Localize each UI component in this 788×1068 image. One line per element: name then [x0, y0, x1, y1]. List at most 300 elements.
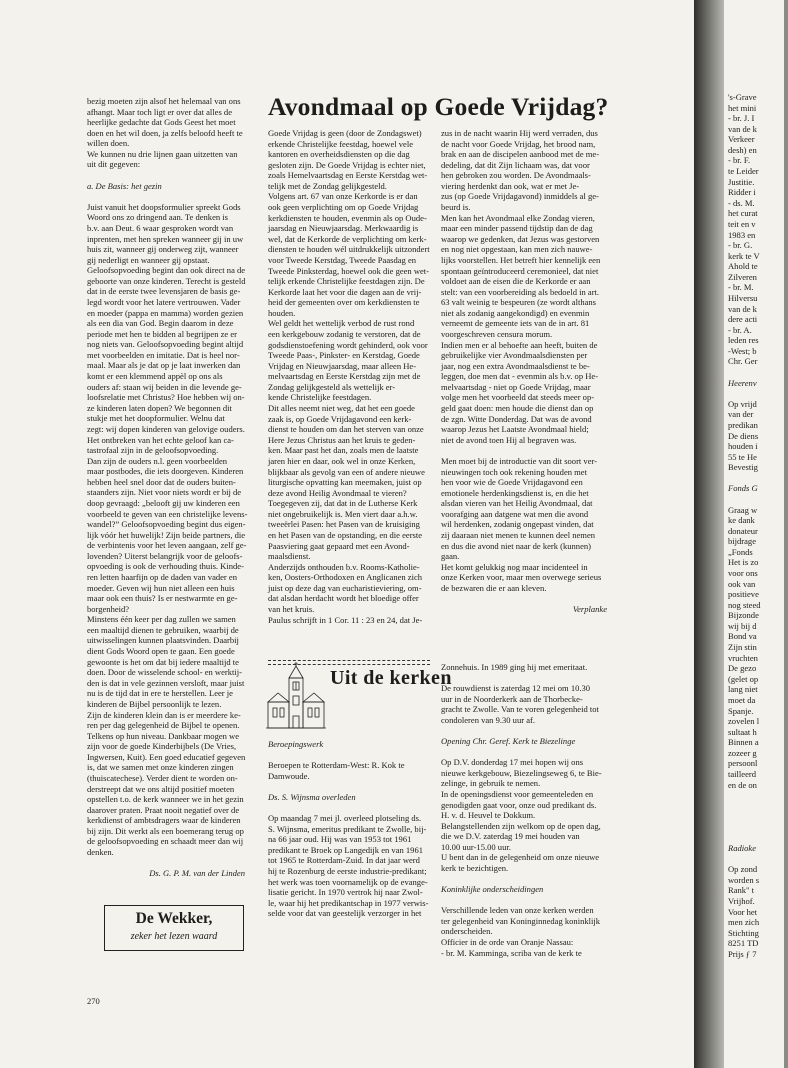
text-line: doop gevraagd: „belooft gij uw kinderen een: [87, 497, 240, 508]
text-line: ke dank: [728, 515, 755, 526]
text-line: derstreept dat we ons altijd positief moeten: [87, 783, 235, 794]
text-line: zegt: wij dopen kinderen van gelovige ouders.: [87, 423, 245, 434]
text-line: viering herdenkt dan ook, wat er met Je-: [441, 180, 580, 191]
text-line: houden i: [728, 441, 758, 452]
text-line: Damwoude.: [268, 770, 310, 781]
text-line: Toegegeven zij, dat dat in de Lutherse Kerk: [268, 498, 418, 509]
text-line: Kerkorde laat het voor die dagen aan de vrij-: [268, 286, 422, 297]
text-line: Ahold te: [728, 261, 758, 272]
text-line: uit dit gegeven:: [87, 159, 141, 170]
text-line: godsdienstoefening wordt gehinderd, ook voor: [268, 339, 428, 350]
text-line: Chr. Ger: [728, 356, 758, 367]
text-line: gaan.: [441, 551, 460, 562]
text-line: de geloofsopvoeding en schaadt meer dan wij: [87, 836, 244, 847]
text-line: lang niet: [728, 684, 758, 695]
subsection-heading: Ds. S. Wijnsma overleden: [268, 791, 356, 802]
blank-line: [728, 801, 788, 812]
text-line: blijkbaar als gevolg van een of andere nieuwe: [268, 466, 425, 477]
text-line: Prijs ƒ 7: [728, 948, 757, 959]
text-line: Zondag gelijkgesteld als wettelijk er-: [268, 381, 396, 392]
text-line: zaak is, op Goede Vrijdagavond een kerk-: [268, 413, 412, 424]
subsection-heading: Heerenv: [728, 377, 757, 388]
blank-line: [728, 473, 788, 484]
text-line: kerkdienst of ambtsdragers waar de kinderen: [87, 815, 241, 826]
text-line: ren letten haarfijn op de daden van vader en: [87, 572, 237, 583]
text-line: den is dat in vele gezinnen versloft, maar juist: [87, 677, 245, 688]
text-line: tot 1965 te Rotterdam-Zuid. In dat jaar werd: [268, 855, 420, 866]
text-line: de zgn. Witte Donderdag. Dat was de avond: [441, 413, 592, 424]
text-line: - br. G.: [728, 240, 753, 251]
text-line: heid der gemeenten over om kerkdiensten te: [268, 297, 420, 308]
text-line: Tweede Pinksterdag, hoewel ook die geen wet-: [268, 265, 430, 276]
text-line: geboorte van onze kinderen. Terecht is gesteld: [87, 275, 246, 286]
text-line: opvoeding is ook de verhouding thuis. Kinde-: [87, 561, 244, 572]
text-line: Here Jezus Christus aan het kruis te geden-: [268, 434, 416, 445]
text-line: en nog niet opgestaan, kan men zich nauwe-: [441, 244, 593, 255]
text-line: lijks voorstellen. Het betreft hier kennelijk een: [441, 254, 601, 265]
text-line: deze avond Heilig Avondmaal te vieren?: [268, 487, 407, 498]
text-line: Zonnehuis. In 1989 ging hij met emeritaat.: [441, 662, 588, 672]
text-line: een maaltijd dienen te gebruiken, waarbij de: [87, 624, 239, 635]
text-line: gesloten zijn. De Goede Vrijdag is echter niet,: [268, 159, 426, 170]
text-line: waarop we gedenken, dat Jezus was gestorven: [441, 233, 600, 244]
text-line: stelt: van een voorbereiding als bedoeld in art.: [441, 286, 600, 297]
text-line: voor Tweede Kerstdag, Tweede Paasdag en: [268, 254, 417, 265]
text-line: ken, Oosters-Orthodoxen en Anglicanen zich: [268, 572, 423, 583]
text-line: Officier in de orde van Oranje Nassau:: [441, 937, 574, 948]
text-line: Op zond: [728, 864, 758, 875]
text-line: 8251 TD: [728, 938, 759, 949]
blank-line: [441, 747, 607, 758]
text-line: wil herdenken, zodanig ongepast vinden, dat: [441, 519, 594, 530]
text-line: tweeërlei Pasen: het Pasen van de kruisiging: [268, 519, 420, 530]
text-line: wel, dat de Kerkorde de verplichting om kerk-: [268, 233, 427, 244]
text-line: een kerkgebouw zodanig te verstoren, dat de: [268, 328, 421, 339]
text-line: le, waar hij het predikantschap in 1977 verwis-: [268, 897, 429, 908]
text-line: uur in de Noorderkerk aan de Thorbecke-: [441, 693, 583, 704]
text-line: emotionele herdenkingsdienst is, en die het: [441, 487, 589, 498]
text-line: borgenheid?: [87, 603, 130, 614]
article-column-2-text: [441, 128, 607, 593]
text-line: Verschillende leden van onze kerken werden: [441, 905, 594, 916]
text-line: ook geen verplichting om op Goede Vrijdag: [268, 202, 419, 213]
text-line: onderscheiden.: [441, 926, 493, 937]
blank-line: [441, 445, 607, 456]
text-line: - br. J. I: [728, 113, 755, 124]
text-line: van de k: [728, 303, 757, 314]
text-line: Bevestig: [728, 462, 758, 473]
text-line: De gezo: [728, 663, 757, 674]
text-line: de nacht voor Goede Vrijdag, het brood nam,: [441, 138, 596, 149]
text-line: telijk met de Zondag gelijkgesteld.: [268, 180, 387, 191]
text-line: kerk te bezichtigen.: [441, 862, 509, 873]
text-line: melvaartsdag - niet op Goede Vrijdag, maar: [441, 381, 591, 392]
text-line: hen gebroken zou worden. De Avondmaals-: [441, 170, 591, 181]
text-line: nieuwingen toch ook rekening houden met: [441, 466, 587, 477]
text-line: Volgens art. 67 van onze Kerkorde is er dan: [268, 191, 418, 202]
text-line: 's-Grave: [728, 92, 757, 102]
text-line: wandel?” Geloofsopvoeding begint dus eigen-: [87, 519, 246, 530]
text-line: daarover praten. Praat nooit negatief over de: [87, 804, 240, 815]
text-line: Telkens op hun niveau. Dankbaar mogen we: [87, 730, 240, 741]
text-line: persoonl: [728, 758, 758, 769]
text-line: In de openingsdienst voor gemeenteleden en: [441, 788, 594, 799]
text-line: niet de avond toen Hij al begraven was.: [441, 434, 577, 445]
text-line: kinderen de Bijbel persoonlijk te lezen.: [87, 698, 222, 709]
text-line: van der: [728, 409, 754, 420]
text-line: maalsdienst.: [268, 551, 311, 562]
text-line: 10.00 uur-15.00 uur.: [441, 841, 511, 852]
text-line: niet ongebruikelijk is. Men viert daar a.h.w.: [268, 508, 418, 519]
text-line: teit en v: [728, 218, 756, 229]
section-title: Uit de kerken: [330, 667, 452, 689]
subsection-heading: Koninklijke onderscheidingen: [441, 884, 544, 895]
text-line: dedeling, dat dit Zijn lichaam was, dat voor: [441, 159, 590, 170]
article-title: Avondmaal op Goede Vrijdag?: [268, 92, 609, 121]
blank-line: [268, 781, 434, 792]
text-line: De rouwdienst is zaterdag 12 mei om 10.30: [441, 683, 591, 694]
text-line: het mini: [728, 102, 757, 113]
ad-subtitle: zeker het lezen waard: [130, 931, 218, 942]
blank-line: [728, 822, 788, 833]
text-line: Paulus schrijft in 1 Cor. 11 : 23 en 24, dat Je-: [268, 614, 423, 625]
text-line: Graag w: [728, 504, 758, 515]
text-line: doen en het wil doen, ja zelfs beloofd heeft te: [87, 127, 243, 138]
text-line: 55 te He: [728, 451, 757, 462]
text-line: te Leider: [728, 166, 759, 177]
text-line: Men kan het Avondmaal elke Zondag vieren,: [441, 212, 595, 223]
article-column-2: [441, 128, 607, 615]
text-line: wij bij d: [728, 620, 757, 631]
text-line: verneemt de gemeente iets van de in art. 81: [441, 318, 590, 329]
text-line: zozeer g: [728, 747, 757, 758]
text-line: en de on: [728, 779, 757, 790]
text-line: houden.: [268, 307, 296, 318]
text-line: ze kinderen laten dopen? We begonnen dit: [87, 402, 232, 413]
text-line: stukje met het doopformulier. Welnu dat: [87, 413, 225, 424]
text-line: Ingwersen, Kuit). Een goed educatief gegeven: [87, 751, 246, 762]
text-line: ter gelegenheid van Koninginnedag koninklijk: [441, 915, 601, 926]
text-line: lisatie gericht. In 1970 vertrok hij naar Zwol-: [268, 887, 423, 898]
text-line: voor ons: [728, 568, 758, 579]
text-line: maar postbodes, die iets doorgeven. Kinderen: [87, 466, 244, 477]
blank-line: [728, 367, 788, 378]
text-line: de verbintenis voor het leven aangaan, zelf ge-: [87, 540, 247, 551]
text-line: lijk vóór het huwelijk! Zijn beide partners, die: [87, 529, 246, 540]
text-line: (gelet op: [728, 673, 759, 684]
text-line: positieve: [728, 589, 759, 600]
text-line: inprenten, met hen spreken wanneer gij in uw: [87, 233, 244, 244]
book-gutter: [694, 0, 724, 1068]
text-line: Ridder i: [728, 187, 756, 198]
text-line: leden res: [728, 335, 759, 346]
text-line: tailleerd: [728, 769, 756, 779]
text-line: vruchten: [728, 652, 758, 663]
text-line: Dit alles neemt niet weg, dat het een goede: [268, 403, 415, 414]
text-line: Minstens één keer per dag zullen we samen: [87, 614, 236, 625]
text-line: Rank" t: [728, 885, 755, 896]
church-news-column-2: [441, 662, 607, 958]
text-line: desh) en: [728, 144, 757, 155]
text-line: leggen, doe men dat - evenmin als b.v. op He-: [441, 371, 599, 382]
text-line: - br. M. Kamminga, scriba van de kerk te: [441, 947, 582, 958]
text-line: voorbeeld te geven van een christelijke levens-: [87, 508, 248, 519]
blank-line: [441, 673, 607, 684]
subsection-heading: Fonds G: [728, 483, 758, 494]
text-line: Het ontbreken van het echte geloof kan ca-: [87, 434, 234, 445]
text-line: (thuiscatechese). Verder dient te worden on-: [87, 773, 238, 783]
text-line: Vrijdag en Nieuwjaarsdag, maar alleen He-: [268, 360, 417, 371]
text-line: diensten te houden wél uitdrukkelijk uitzondert: [268, 244, 430, 255]
text-line: Bond va: [728, 631, 757, 642]
text-line: volge men het voorbeeld dat steeds meer op-: [441, 392, 595, 403]
section-heading: a. De Basis: het gezin: [87, 180, 162, 191]
text-line: nu is de tijd dat in ere te herstellen. Leer je: [87, 688, 233, 699]
text-line: bijdrage: [728, 536, 757, 547]
blank-line: [728, 832, 788, 843]
text-line: en het Pasen van de opstanding, en die eerste: [268, 529, 423, 540]
text-line: maar ook een thuis? Is er nestwarmte en ge-: [87, 593, 238, 604]
text-line: Op maandag 7 mei jl. overleed plotseling ds.: [268, 813, 422, 824]
text-line: het werk was toen voornamelijk op de evange-: [268, 876, 428, 887]
text-line: uitwisselingen kunnen plaatsvinden. Daarbij: [87, 635, 239, 646]
blank-line: [728, 854, 788, 865]
text-line: dienst te houden om dan het sterven van onze: [268, 424, 424, 435]
text-line: 63 valt weinig te bespeuren (ze wordt althans: [441, 297, 596, 308]
text-line: spontaan geïntroduceerd ceremonieel, dat niet: [441, 265, 599, 276]
blank-line: [268, 802, 434, 813]
text-line: lovenden? Uiterst belangrijk voor de geloofs-: [87, 550, 243, 561]
section-divider: [268, 660, 430, 661]
text-line: is, dat we samen met onze kinderen zingen: [87, 762, 234, 773]
text-line: dat alsdan herdacht wordt het bloedige offer: [268, 593, 419, 604]
text-line: 1983 en: [728, 229, 756, 240]
text-line: hen voor wie de Goede Vrijdagavond een: [441, 477, 583, 488]
text-line: genodigden gaat voor, onze oud predikant ds.: [441, 799, 597, 810]
text-line: ouders af: staan wij beiden in die levende ge-: [87, 381, 242, 392]
text-line: nog steed: [728, 599, 761, 610]
blank-line: [441, 874, 607, 885]
text-line: periode met hen te bidden al begrijpen ze er: [87, 328, 237, 339]
text-line: Woord ons zo dringend aan. Te denken is: [87, 212, 228, 223]
next-page-column: [728, 92, 788, 959]
body-text: [87, 201, 248, 858]
blank-line: [441, 895, 607, 906]
text-line: maal. Maar als je dat op je laat inwerken dan: [87, 360, 241, 371]
text-line: H. v. d. Heuvel te Dokkum.: [441, 810, 536, 821]
subsection-heading: Radioke: [728, 843, 757, 854]
text-line: van het kruis.: [268, 604, 315, 615]
text-line: afhangt. Maar toch ligt er over dat alles de: [87, 106, 233, 117]
text-line: Stichting: [728, 927, 759, 938]
text-line: gij nederligt en wanneer gij opstaat.: [87, 254, 210, 265]
text-line: telijk erkende Christelijke feestdagen zijn. De: [268, 276, 425, 287]
text-line: komt er een klemmend appèl op ons als: [87, 371, 223, 382]
text-line: voorgeschreven censura morum.: [441, 328, 553, 339]
text-line: jaar, nog een extra Avondmaalsdienst te be-: [441, 360, 590, 371]
text-line: Het is zo: [728, 557, 759, 568]
text-line: zus in de nacht waarin Hij werd verraden, dus: [441, 128, 598, 138]
text-line: Paasviering gaat gepaard met een Avond-: [268, 540, 410, 551]
text-line: S. Wijnsma, emeritus predikant te Zwolle, bij-: [268, 823, 427, 834]
text-line: doen. Door de wisselende school- en werktij-: [87, 667, 242, 678]
blank-line: [728, 494, 788, 505]
text-line: Geloofsopvoeding begint dan ook direct na de: [87, 265, 246, 276]
text-line: - br. A.: [728, 324, 752, 335]
text-line: -West; b: [728, 345, 757, 356]
text-line: brak en aan de discipelen aanbood met de me-: [441, 149, 600, 160]
text-line: bij zijn. Dit werkt als een boemerang terug op: [87, 825, 244, 836]
text-line: melvaartsdag en Eerste Kerstdag zijn met de: [268, 371, 421, 382]
text-line: na 66 jaar oud. Hij was van 1953 tot 1961: [268, 834, 412, 845]
text-line: Vrijhof.: [728, 895, 755, 906]
text-line: zoals Hemelvaartsdag en Eerste Kerstdag wet-: [268, 170, 428, 181]
text-line: dere acti: [728, 314, 758, 325]
text-line: niet als zodanig aangekondigd) en evenmin: [441, 307, 590, 318]
text-line: loofsrelatie met Christus? Hoe hebben wij on-: [87, 392, 245, 403]
text-line: kantoren en overheidsdiensten op die dag: [268, 149, 410, 160]
text-line: gebruikelijke vier Avondmaalsdiensten per: [441, 350, 588, 361]
text-line: - br. F.: [728, 155, 751, 166]
text-line: ren per dag gelegenheid de Bijbel te openen.: [87, 720, 240, 731]
text-line: tastrofaal zijn in de geloofsopvoeding.: [87, 445, 219, 456]
text-line: men zich: [728, 917, 760, 928]
subsection-heading: Opening Chr. Geref. Kerk te Biezelinge: [441, 736, 576, 747]
text-line: onze Kerken voor, maar men overwege serieus: [441, 572, 602, 583]
text-line: U bent dan in de gelegenheid om onze nieuwe: [441, 852, 600, 863]
text-line: Dan zijn de ouders n.l. geen voorbeelden: [87, 455, 228, 466]
text-line: met voorbeelden en imitatie. Dat is heel nor-: [87, 349, 240, 360]
text-line: waarop Jezus het Laatste Avondmaal hield;: [441, 424, 589, 435]
text-line: Het komt gelukkig nog maar incidenteel in: [441, 561, 588, 572]
text-line: voorafging aan datgene wat men die avond: [441, 508, 589, 519]
text-line: b.v. aan Deut. 6 waar gesproken wordt van: [87, 222, 234, 233]
text-line: bezig moeten zijn alsof het helemaal van ons: [87, 96, 241, 106]
text-line: kerk te V: [728, 250, 760, 261]
text-line: voldoet aan de eisen die de Kerkorde er aan: [441, 276, 591, 287]
text-line: van de k: [728, 123, 757, 134]
text-line: zovelen l: [728, 716, 760, 727]
text-line: denken.: [87, 847, 114, 858]
text-line: predikant te Broek op Langedijk en van 1961: [268, 844, 423, 855]
text-line: Tweede Paas-, Pinkster- en Kerstdag, Goede: [268, 350, 420, 361]
text-line: Hilversu: [728, 292, 758, 303]
text-line: legd wordt voor het latere vertrouwen. Vader: [87, 296, 241, 307]
text-line: Op D.V. donderdag 17 mei hopen wij ons: [441, 757, 584, 768]
text-line: liturgische opvatting kan meemaken, juist op: [268, 477, 422, 488]
ad-title: De Wekker,: [135, 910, 213, 927]
text-line: Zijn de kinderen klein dan is er meerdere ke-: [87, 709, 241, 720]
text-line: jaarsdag en Nieuwjaarsdag. Merkwaardig is: [268, 223, 419, 234]
text-line: en moeder (pappa en mamma) worden gezien: [87, 307, 244, 318]
blank-line: [728, 790, 788, 801]
text-line: Binnen a: [728, 737, 759, 748]
text-line: We kunnen nu drie lijnen gaan uitzetten van: [87, 148, 238, 159]
text-line: gracht te Zwolle. Van te voren gelegenheid tot: [441, 704, 599, 715]
text-line: heerlijke gedachte dat Gods Geest het moet: [87, 117, 236, 128]
author-signature: Ds. G. P. M. van der Linden: [149, 868, 245, 879]
text-line: moeder. Geven wij hun niet alleen een huis: [87, 582, 235, 593]
text-line: beurd is.: [441, 202, 471, 213]
text-line: huis zit, wanneer gij onderweg zijt, wanneer: [87, 244, 239, 255]
church-icon: [266, 662, 326, 730]
text-line: Beroepen te Rotterdam-West: R. Kok te: [268, 760, 405, 771]
blank-line: [728, 388, 788, 399]
text-line: zij daaraan niet menen te kunnen deel nemen: [441, 529, 596, 540]
text-line: geld gaat doen: men houde die dienst dan op: [441, 403, 594, 414]
text-line: staanders zijn. Niet voor niets wordt er bij de: [87, 487, 242, 498]
text-line: condoleren van 9.30 uur af.: [441, 714, 535, 725]
text-line: erkende Christelijke feestdag, hoewel vele: [268, 138, 414, 149]
text-line: alsdan vieren van het Heilig Avondmaal, dat: [441, 498, 593, 509]
text-line: Zilveren: [728, 271, 757, 282]
page-number: 270: [87, 996, 100, 1006]
text-line: het curat: [728, 208, 758, 219]
text-line: worden s: [728, 874, 760, 885]
text-line: Wel geldt het wettelijk verbod de rust rond: [268, 318, 415, 329]
blank-line: [728, 811, 788, 822]
text-line: moet da: [728, 694, 756, 705]
text-line: zijn voor de goede Kinderbijbels (De Vries,: [87, 741, 237, 752]
text-line: gewoonte is het om dat bij iedere maaltijd te: [87, 656, 239, 667]
text-line: en dus die avond niet naar de kerk (kunnen): [441, 540, 591, 551]
subsection-heading: Beroepingswerk: [268, 739, 324, 749]
text-line: zus (op Goede Vrijdagavond) inmiddels al ge-: [441, 191, 599, 202]
text-line: Op vrijd: [728, 398, 757, 409]
intro-text: [87, 96, 245, 170]
text-line: sultaat h: [728, 726, 757, 737]
text-line: Verkeer: [728, 134, 755, 145]
text-line: nog niets van. Geloofsopvoeding begint altijd: [87, 339, 244, 350]
text-line: donateur: [728, 525, 758, 536]
text-line: Juist vanuit het doopsformulier spreekt Gods: [87, 201, 241, 212]
text-line: selde voor dat van geestelijk verzorger in het: [268, 908, 422, 919]
text-line: kende Christelijke feestdagen.: [268, 392, 372, 403]
text-line: Indien men er al behoefte aan heeft, buiten de: [441, 339, 598, 350]
text-line: de bezwaren die er aan kleven.: [441, 582, 547, 593]
text-line: ook van: [728, 578, 756, 589]
article-column-1: [268, 128, 432, 625]
text-line: maar een minder passend tijdstip dan de dag: [441, 223, 593, 234]
text-line: - br. M.: [728, 282, 754, 293]
next-page-edge: [724, 0, 784, 1068]
text-line: opstellen t.o. de kerk wanneer we in het gezin: [87, 794, 244, 805]
text-line: Bijzonde: [728, 610, 759, 621]
text-line: - ds. M.: [728, 197, 755, 208]
text-line: Men moet bij de introductie van dit soort ver-: [441, 455, 598, 466]
text-line: juist op deze dag van eucharistieviering, om-: [268, 582, 422, 593]
text-line: Belangstellenden zijn welkom op de open dag,: [441, 820, 601, 831]
text-line: Zijn stin: [728, 642, 757, 653]
text-line: die we D.V. zaterdag 19 mei houden van: [441, 831, 580, 842]
text-line: zelinge, in gebruik te nemen.: [441, 778, 541, 789]
church-news-column-1: [268, 739, 434, 919]
text-line: hij te Rozenburg de eerste industrie-predikant;: [268, 865, 427, 876]
text-line: als een dia van God. Begin daarom in deze: [87, 318, 234, 329]
text-line: Justitie.: [728, 176, 755, 187]
text-line: De diens: [728, 430, 759, 441]
text-line: ken. Maar past het dan, zoals men de laatste: [268, 445, 419, 456]
text-line: jaren hier en daar, ook wel in onze Kerken,: [268, 455, 416, 466]
text-line: Anderzijds onthouden b.v. Rooms-Katholie-: [268, 561, 420, 572]
left-column: [87, 96, 248, 879]
text-line: Goede Vrijdag is geen (door de Zondagswet): [268, 128, 422, 138]
text-line: „Fonds: [728, 546, 753, 557]
blank-line: [441, 725, 607, 736]
blank-line: [268, 750, 434, 761]
text-line: dat in de eerste twee levensjaren de basis ge-: [87, 286, 241, 297]
article-signature: Verplanke: [572, 604, 607, 615]
